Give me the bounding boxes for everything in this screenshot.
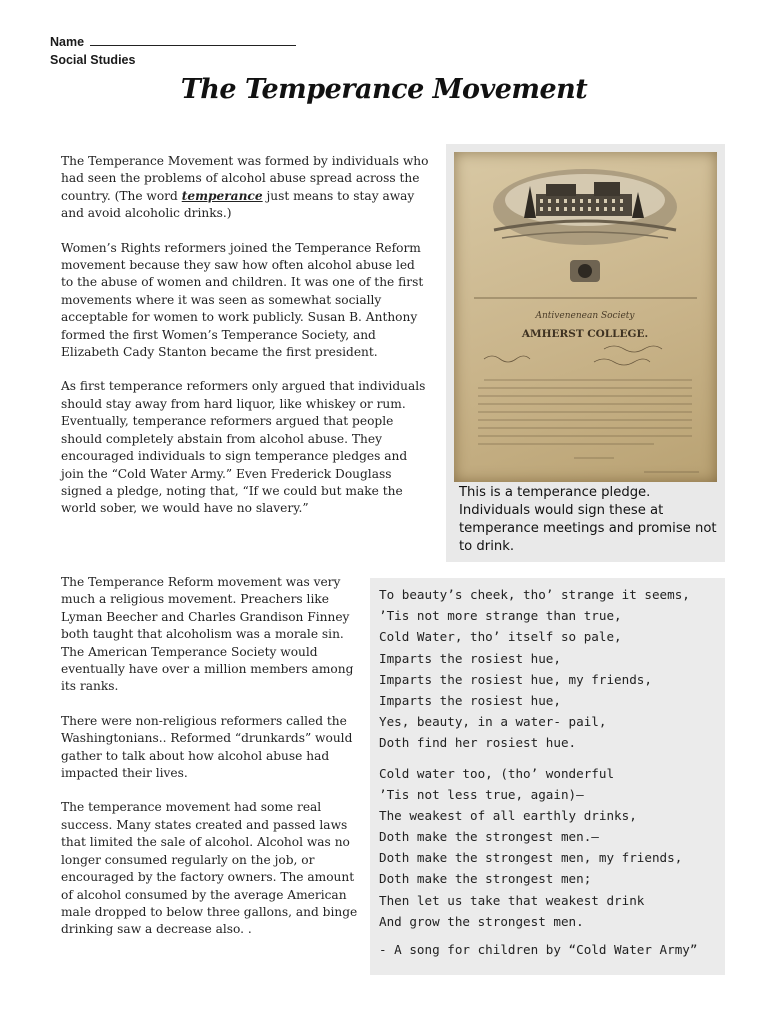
- poem-line: ’Tis not less true, again)—: [379, 786, 584, 802]
- certificate-society-text: Antivenenean Society: [535, 311, 635, 321]
- intro-paragraph: The Temperance Movement was formed by individuals who had seen the problems of alcohol abuse spread across the country. (The word temperance just means to stay away and avoid alcoholic drinks.): [61, 154, 429, 221]
- pledges-paragraph: As first temperance reformers only argued that individuals should stay away from hard liquor, like whiskey or rum. Eventually, temperance reformers argued that people should completely abstain from alcohol abuse. They encouraged individuals to sign temperance pledges and join the “Cold Water Army.” Even Frederick Douglass signed a pledge, noting that, “If we could but make the world sober, we would have no slavery.”: [61, 379, 426, 516]
- name-blank-line: [90, 33, 296, 46]
- keyword-temperance: temperance: [181, 188, 263, 203]
- poem-line: Imparts the rosiest hue, my friends,: [379, 671, 652, 687]
- poem-line: Imparts the rosiest hue,: [379, 650, 561, 666]
- poem-box: [370, 578, 725, 975]
- poem-credit: - A song for children by “Cold Water Army”: [379, 942, 698, 957]
- certificate-college-text: AMHERST COLLEGE.: [521, 328, 649, 340]
- poem-line: ’Tis not more strange than true,: [379, 608, 622, 624]
- poem-line: And grow the strongest men.: [379, 913, 584, 929]
- name-label: Name: [50, 35, 85, 49]
- success-paragraph: The temperance movement had some real success. Many states created and passed laws that limited the sale of alcohol. Alcohol was no longer consumed regularly on the job, or encouraged by the factory owners. The amount of alcohol consumed by the average American male dropped to below three gallons, and binge drinking saw a decrease also. .: [61, 800, 358, 937]
- washingtonians-paragraph: There were non-religious reformers called the Washingtonians.. Reformed “drunkards” would gather to talk about how alcohol abuse had impacted their lives.: [61, 713, 353, 781]
- cold-water-song: [379, 584, 721, 960]
- temperance-pledge-image: [454, 152, 717, 482]
- poem-line: Doth make the strongest men, my friends,: [379, 850, 683, 866]
- poem-line: Cold water too, (tho’ wonderful: [379, 765, 615, 781]
- main-text-column: [61, 153, 429, 535]
- page-title: The Temperance Movement: [180, 74, 588, 105]
- stanza-break: [379, 754, 721, 763]
- religious-paragraph: The Temperance Reform movement was very much a religious movement. Preachers like Lyman Beecher and Charles Grandison Finney both taught that alcoholism was a morale sin. The American Temperance Society would eventually have over a million members among its ranks.: [61, 575, 354, 694]
- poem-line: Doth make the strongest men.—: [379, 829, 599, 845]
- poem-line: Then let us take that weakest drink: [379, 892, 645, 908]
- name-field: [50, 33, 296, 49]
- subject-label: Social Studies: [50, 53, 136, 67]
- lower-text-column: [61, 574, 361, 956]
- poem-line: Yes, beauty, in a water- pail,: [379, 714, 607, 730]
- poem-line: Cold Water, tho’ itself so pale,: [379, 629, 622, 645]
- poem-line: Doth make the strongest men;: [379, 871, 592, 887]
- pledge-figure: [446, 144, 725, 562]
- poem-line: The weakest of all earthly drinks,: [379, 807, 637, 823]
- poem-line: Doth find her rosiest hue.: [379, 735, 577, 751]
- womens-rights-paragraph: Women’s Rights reformers joined the Temperance Reform movement because they saw how often alcohol abuse led to the abuse of women and children. It was one of the first movements where it was seen as somewhat socially acceptable for women to work publicly. Susan B. Anthony formed the first Women’s Temperance Society, and Elizabeth Cady Stanton became the first president.: [61, 240, 424, 360]
- poem-line: To beauty’s cheek, tho’ strange it seems,: [379, 587, 690, 602]
- poem-line: Imparts the rosiest hue,: [379, 692, 561, 708]
- pledge-caption: This is a temperance pledge. Individuals would sign these at temperance meetings and promise not to drink.: [459, 485, 717, 554]
